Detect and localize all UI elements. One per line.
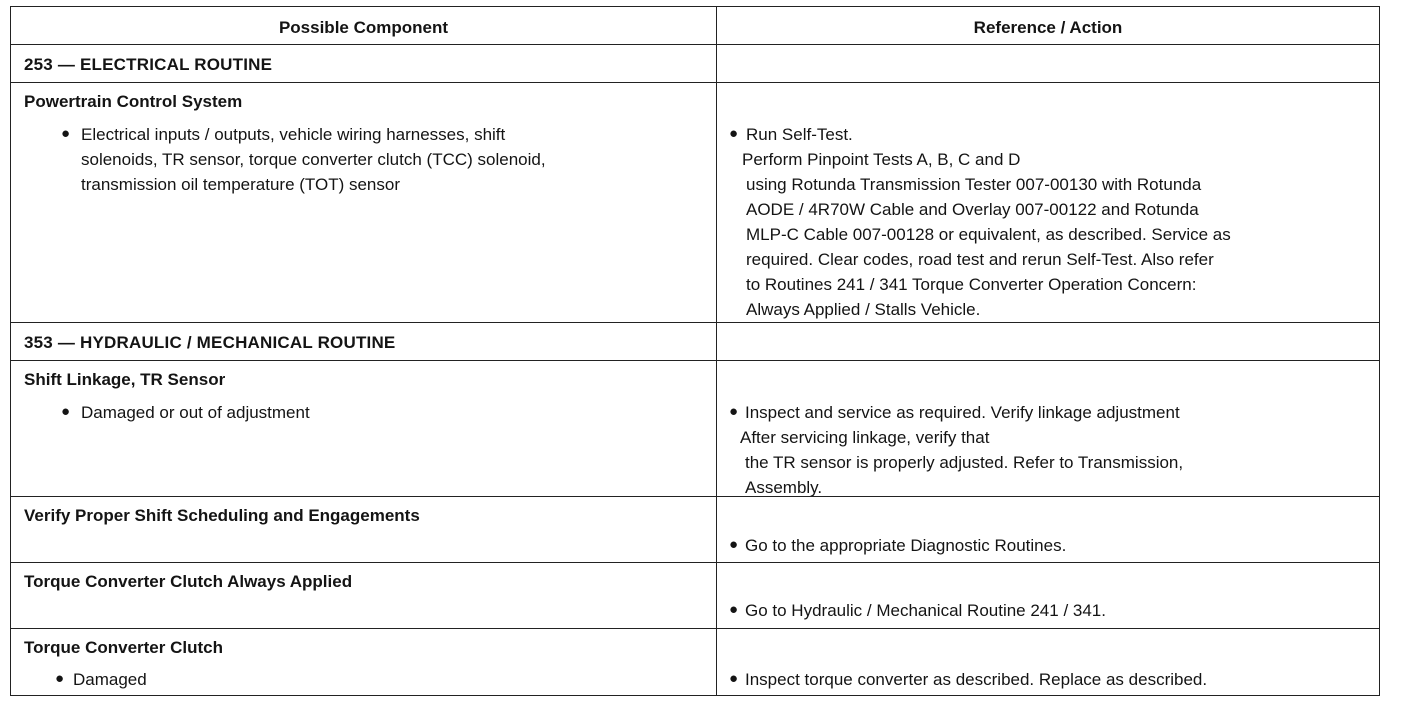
component-title: Powertrain Control System xyxy=(24,92,243,111)
action-description: Go to Hydraulic / Mechanical Routine 241 / 341. xyxy=(745,601,1106,620)
header-reference-action: Reference / Action xyxy=(973,18,1123,37)
header-possible-component: Possible Component xyxy=(278,18,449,37)
bullet-icon: ● xyxy=(61,125,71,142)
header-row xyxy=(11,7,1379,44)
bullet-icon: ● xyxy=(729,670,739,687)
table-row-powertrain xyxy=(11,82,1379,322)
bullet-icon: ● xyxy=(61,403,71,420)
diagnostic-table xyxy=(10,6,1380,696)
section-title-253: 253 — ELECTRICAL ROUTINE xyxy=(24,55,273,74)
component-description: Electrical inputs / outputs, vehicle wiring harnesses, shift solenoids, TR sensor, torque converter clutch (TCC) solenoid, transmission oil temperature (TOT) sensor xyxy=(81,125,546,194)
action-description-cont: using Rotunda Transmission Tester 007-00130 with Rotunda AODE / 4R70W Cable and Overlay 007-00122 and Rotunda MLP-C Cable 007-00128 or equivalent, as described. Service as required. Clear codes, road test and rerun Self-Test. Also refer to Routines 241 / 341 Torque Converter Operation Concern: Always Applied / Stalls Vehicle. xyxy=(746,175,1231,319)
action-description: Inspect and service as required. Verify linkage adjustment xyxy=(745,403,1180,422)
component-title: Verify Proper Shift Scheduling and Engagements xyxy=(24,506,420,525)
bullet-icon: ● xyxy=(729,601,739,618)
bullet-icon: ● xyxy=(55,670,65,687)
table-row-shift-linkage xyxy=(11,360,1379,496)
action-description-cont: After servicing linkage, verify that xyxy=(740,428,990,447)
bullet-icon: ● xyxy=(729,125,739,142)
component-title: Torque Converter Clutch xyxy=(24,638,223,657)
component-title: Shift Linkage, TR Sensor xyxy=(24,370,226,389)
component-title: Torque Converter Clutch Always Applied xyxy=(24,572,353,591)
action-description: Run Self-Test. xyxy=(746,125,853,144)
section-row-253 xyxy=(11,44,1379,82)
action-description-cont: the TR sensor is properly adjusted. Refer to Transmission, Assembly. xyxy=(745,453,1184,497)
section-row-353 xyxy=(11,322,1379,360)
table-row-tcc-always-applied xyxy=(11,562,1379,628)
component-description: Damaged or out of adjustment xyxy=(81,403,310,422)
action-description: Inspect torque converter as described. Replace as described. xyxy=(745,670,1208,689)
action-description: Go to the appropriate Diagnostic Routines. xyxy=(745,536,1067,555)
table-row-tcc xyxy=(11,628,1379,695)
bullet-icon: ● xyxy=(729,536,739,553)
bullet-icon: ● xyxy=(729,403,739,420)
table-row-shift-scheduling xyxy=(11,496,1379,562)
section-title-353: 353 — HYDRAULIC / MECHANICAL ROUTINE xyxy=(24,333,396,352)
component-description: Damaged xyxy=(73,670,147,689)
action-description-cont: Perform Pinpoint Tests A, B, C and D xyxy=(742,150,1021,169)
